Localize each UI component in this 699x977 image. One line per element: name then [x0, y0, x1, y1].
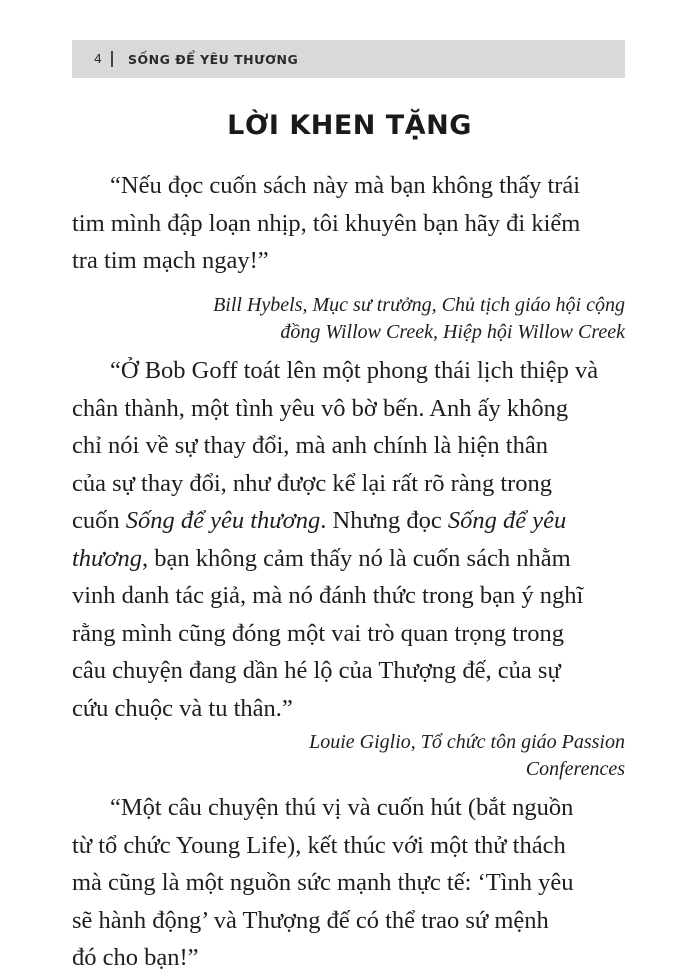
quote-line: “Một câu chuyện thú vị và cuốn hút (bắt nguồn	[110, 794, 574, 821]
running-header	[72, 40, 625, 78]
quote-line: mà cũng là một nguồn sức mạnh thực tế: ‘Tình yêu	[72, 869, 574, 896]
quote-line: câu chuyện đang dần hé lộ của Thượng đế, của sự	[72, 657, 561, 684]
quote-3	[72, 789, 632, 977]
quote-line: sẽ hành động’ và Thượng đế có thể trao sứ mệnh	[72, 906, 549, 934]
quote-line: vinh danh tác giả, mà nó đánh thức trong bạn ý nghĩ	[72, 582, 584, 609]
quote-line: “Ở Bob Goff toát lên một phong thái lịch thiệp và	[110, 357, 599, 384]
book-title: Sống để yêu thương	[125, 507, 321, 534]
quote-line: chân thành, một tình yêu vô bờ bến. Anh ấy không	[72, 394, 569, 422]
quote-2	[72, 352, 632, 727]
quote-line: rằng mình cũng đóng một vai trò quan trọng trong	[72, 619, 564, 647]
quote-line: chỉ nói về sự thay đổi, mà anh chính là hiện thân	[72, 432, 548, 459]
quote-line: thương, bạn không cảm thấy nó là cuốn sách nhằm	[72, 544, 571, 572]
attribution-line: đồng Willow Creek, Hiệp hội Willow Creek	[280, 321, 625, 343]
quote-line: tra tim mạch ngay!”	[72, 247, 269, 274]
book-title: thương	[72, 544, 142, 572]
attribution-line: Louie Giglio, Tổ chức tôn giáo Passion	[309, 731, 625, 753]
attribution-1	[213, 292, 625, 346]
quote-line: từ tổ chức Young Life), kết thúc với một thử thách	[72, 831, 566, 859]
page-number: 4	[94, 51, 103, 66]
book-title: Sống để yêu	[447, 507, 567, 534]
attribution-line: Bill Hybels, Mục sư trưởng, Chủ tịch giáo hội cộng	[213, 294, 625, 316]
quote-line: cứu chuộc và tu thân.”	[72, 694, 293, 722]
attribution-line: Conferences	[525, 758, 625, 780]
page-title: LỜI KHEN TẶNG	[227, 110, 472, 141]
quote-line: “Nếu đọc cuốn sách này mà bạn không thấy trái	[110, 172, 581, 199]
quote-line: của sự thay đổi, như được kể lại rất rõ ràng trong	[72, 469, 553, 497]
quote-line: đó cho bạn!”	[72, 944, 199, 971]
attribution-2	[309, 729, 625, 783]
quote-line: cuốn Sống để yêu thương. Nhưng đọc Sống để yêu	[72, 507, 567, 534]
quote-line: tim mình đập loạn nhịp, tôi khuyên bạn hãy đi kiểm	[72, 209, 581, 237]
quote-1	[72, 167, 632, 280]
running-title: SỐNG ĐỂ YÊU THƯƠNG	[128, 52, 299, 67]
header-separator	[111, 51, 113, 67]
